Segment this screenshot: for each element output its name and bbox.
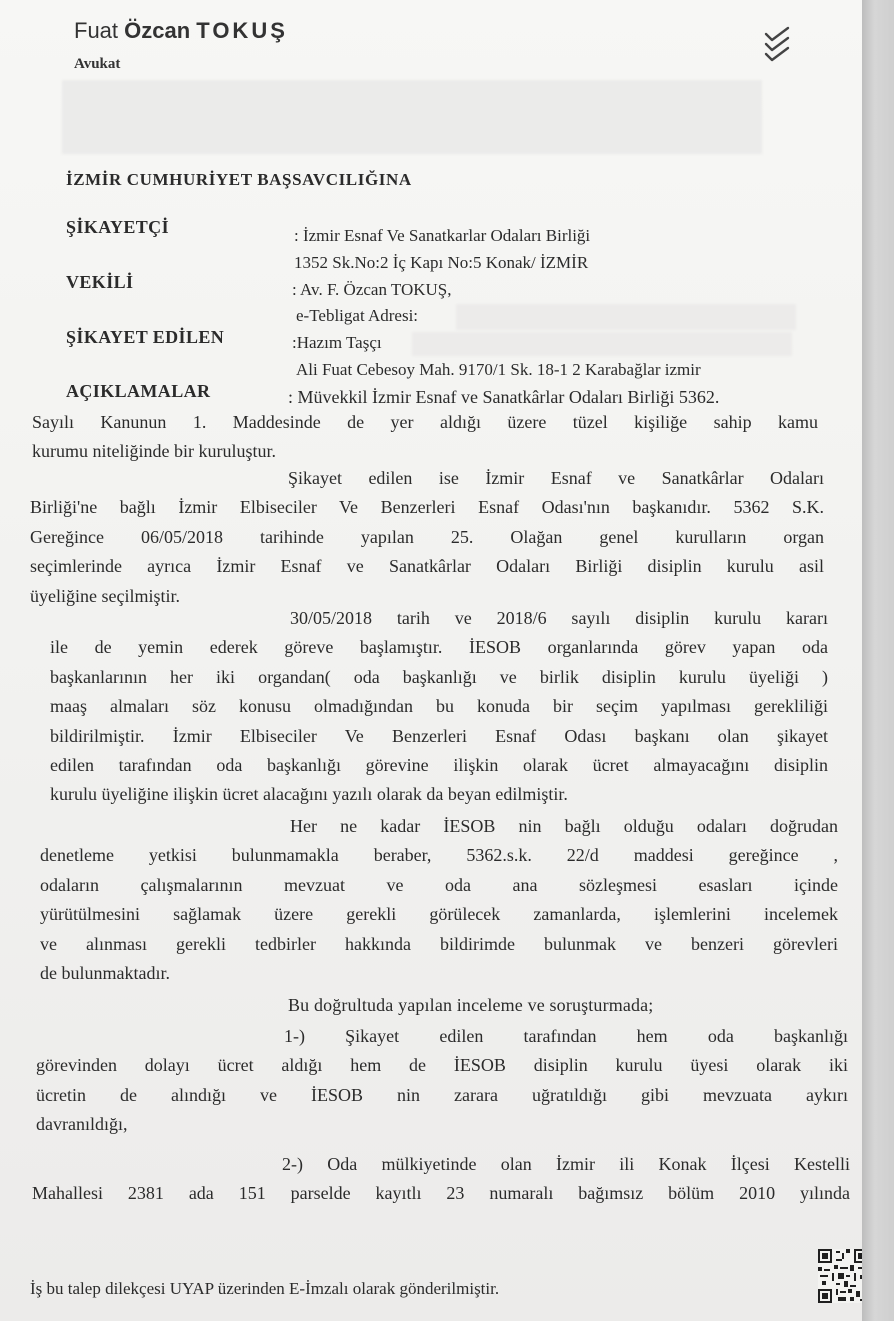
- respondent-name: :Hazım Taşçı: [292, 333, 382, 352]
- attorney-name: : Av. F. Özcan TOKUŞ,: [292, 280, 452, 299]
- paragraph-1: Sayılı Kanunun 1. Maddesinde de yer aldığı üzere tüzel kişiliğe sahip kamu kurumu niteliğinde bir kuruluştur.: [32, 412, 818, 462]
- paragraph-2: Şikayet edilen ise İzmir Esnaf ve Sanatkârlar Odaları Birliği'ne bağlı İzmir Elbiseciler Ve Benzerleri Esnaf Odası'nın başkanıdır. 5362 S.K. Gereğince 06/05/2018 tarihinde yapılan 25. Olağan genel kurulların organ seçimlerinde ayrıca İzmir Esnaf ve Sanatkârlar Odaları Birliği disiplin kurulu asil üyeliğine seçilmiştir.: [30, 468, 824, 606]
- office-title: İZMİR CUMHURİYET BAŞSAVCILIĞINA: [66, 170, 412, 189]
- paragraph-6: 1-) Şikayet edilen tarafından hem oda başkanlığı görevinden dolayı ücret aldığı hem de İESOB disiplin kurulu üyesi olarak iki ücretin de alındığı ve İESOB nin zarara uğratıldığı gibi mevzuata aykırı davranıldığı,: [36, 1026, 848, 1135]
- checkmark-logo-icon: [758, 26, 798, 70]
- redacted-area: [412, 332, 792, 356]
- footer-note: İş bu talep dilekçesi UYAP üzerinden E-İmzalı olarak gönderilmiştir.: [30, 1279, 500, 1298]
- paragraph-5: Bu doğrultuda yapılan inceleme ve soruşturmada;: [288, 995, 654, 1015]
- attorney-label: VEKİLİ: [66, 272, 134, 292]
- paragraph-4: Her ne kadar İESOB nin bağlı olduğu odaları doğrudan denetleme yetkisi bulunmamakla beraber, 5362.s.k. 22/d maddesi gereğince , odaların çalışmalarının mevzuat ve oda ana sözleşmesi esasları içinde yürütülmesini sağlamak üzere gerekli görülecek zamanlarda, işlemlerini incelemek ve alınması gerekli tedbirler hakkında bildirimde bulunmak ve benzeri görevleri de bulunmaktadır.: [40, 816, 838, 984]
- lawyer-title: Avukat: [74, 56, 121, 72]
- complainant-name: : İzmir Esnaf Ve Sanatkarlar Odaları Birliği: [294, 226, 591, 245]
- paragraph-7: 2-) Oda mülkiyetinde olan İzmir ili Konak İlçesi Kestelli Mahallesi 2381 ada 151 parselde kayıtlı 23 numaralı bağımsız bölüm 2010 yılında: [32, 1154, 850, 1204]
- complainant-address: 1352 Sk.No:2 İç Kapı No:5 Konak/ İZMİR: [294, 253, 589, 272]
- page-edge-shadow: [862, 0, 894, 1321]
- lawyer-name: Fuat Özcan TOKUŞ: [74, 18, 288, 43]
- explanations-label: AÇIKLAMALAR: [66, 381, 211, 401]
- respondent-address: Ali Fuat Cebesoy Mah. 9170/1 Sk. 18-1 2 Karabağlar izmir: [296, 360, 701, 379]
- qr-code-icon: [818, 1249, 862, 1303]
- complainant-label: ŞİKAYETÇİ: [66, 217, 169, 237]
- redacted-area: [62, 80, 762, 154]
- paragraph-3: 30/05/2018 tarih ve 2018/6 sayılı disiplin kurulu kararı ile de yemin ederek göreve başlamıştır. İESOB organlarında görev yapan oda başkanlarının her iki organdan( oda başkanlığı ve birlik disiplin kurulu üyeliği ) maaş almaları söz konusu olmadığından bu konuda bir seçim yapılması gerekliliği bildirilmiştir. İzmir Elbiseciler Ve Benzerleri Esnaf Odası başkanı olan şikayet edilen tarafından oda başkanlığı görevine ilişkin olarak ücret almayacağını disiplin kurulu üyeliğine ilişkin ücret alacağını yazılı olarak da beyan edilmiştir.: [50, 608, 828, 805]
- explanations-first-line: : Müvekkil İzmir Esnaf ve Sanatkârlar Odaları Birliği 5362.: [288, 387, 720, 407]
- redacted-area: [456, 304, 796, 330]
- attorney-etebligat: e-Tebligat Adresi:: [296, 306, 419, 325]
- respondent-label: ŞİKAYET EDİLEN: [66, 327, 225, 347]
